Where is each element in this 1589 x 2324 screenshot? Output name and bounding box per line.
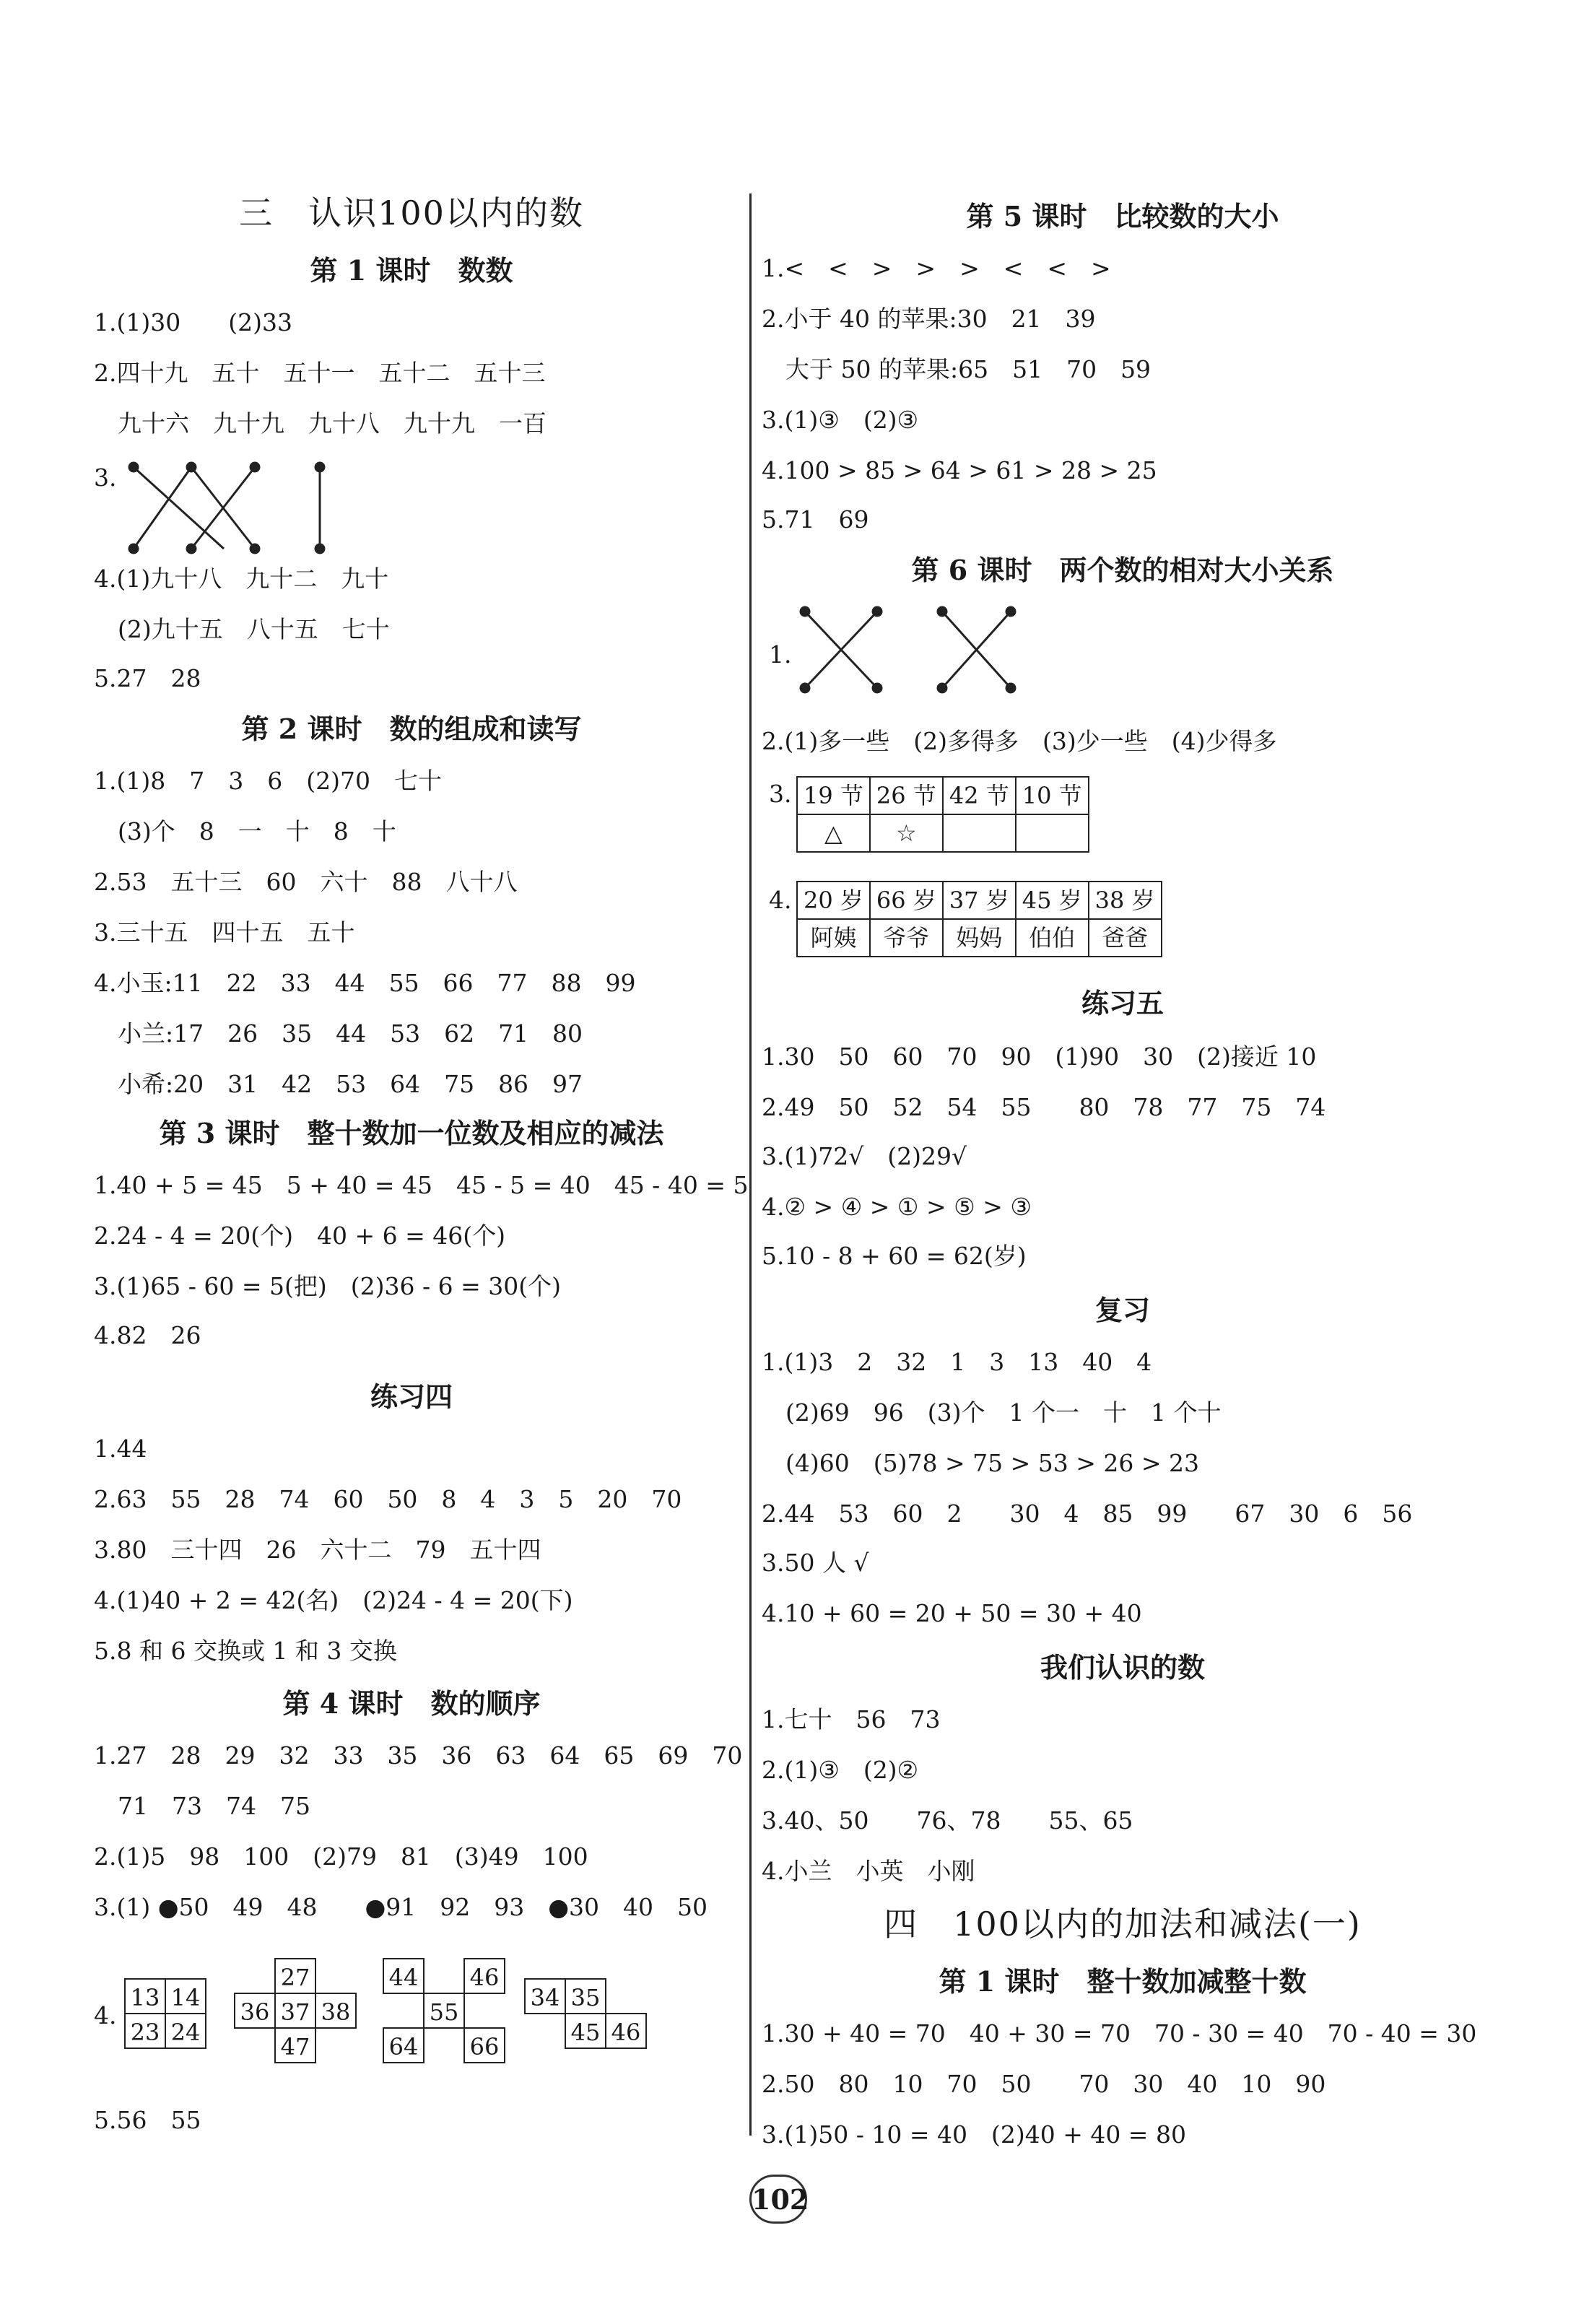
answer-line: 3.(1)③ (2)③ (762, 406, 919, 434)
lesson4-heading: 第 4 课时 数的顺序 (282, 1687, 541, 1720)
answer-line: 5.56 55 (94, 2106, 201, 2134)
grid-cell: 46 (463, 1958, 505, 1994)
answer-line: 2.49 50 52 54 55 80 78 77 75 74 (762, 1093, 1326, 1121)
answer-line: 九十六 九十九 九十八 九十九 一百 (94, 409, 547, 438)
answer-line: 4.(1)九十八 九十二 九十 (94, 565, 389, 593)
table-cell: 42 节 (943, 777, 1016, 814)
answer-line: 4.100 > 85 > 64 > 61 > 28 > 25 (762, 456, 1157, 484)
answer-line: 4.② > ④ > ① > ⑤ > ③ (762, 1193, 1032, 1221)
answer-line: 2.44 53 60 2 30 4 85 99 67 30 6 56 (762, 1500, 1413, 1528)
grid-cell: 38 (315, 1993, 357, 2029)
question-label: 4. (769, 886, 792, 914)
answer-line: 1.27 28 29 32 33 35 36 63 64 65 69 70 (94, 1741, 743, 1770)
table-cell: 38 岁 (1089, 882, 1162, 919)
grid-cell: 14 (165, 1978, 206, 2014)
answer-line: 3.(1) ●50 49 48 ●91 92 93 ●30 40 50 (94, 1893, 708, 1921)
page-number: 102 (749, 2175, 807, 2224)
lesson-u4-1-heading: 第 1 课时 整十数加减整十数 (939, 1965, 1307, 1998)
answer-line: 2.(1)5 98 100 (2)79 81 (3)49 100 (94, 1842, 588, 1871)
answer-line: 3.50 人 √ (762, 1549, 869, 1577)
answer-line: 小兰:17 26 35 44 53 62 71 80 (94, 1019, 583, 1048)
answer-line: 2.63 55 28 74 60 50 8 4 3 5 20 70 (94, 1485, 682, 1513)
review-heading: 复习 (1094, 1294, 1150, 1326)
unit4-title: 四 100以内的加法和减法(一) (884, 1905, 1362, 1944)
table-cell: 10 节 (1016, 777, 1089, 814)
grid-cell: 45 (565, 2013, 606, 2049)
grid-cell: 64 (383, 2027, 425, 2063)
table-cell: 爷爷 (870, 919, 943, 957)
answer-line: 1.30 50 60 70 90 (1)90 30 (2)接近 10 (762, 1043, 1317, 1071)
answer-line: 2.53 五十三 60 六十 88 八十八 (94, 868, 518, 896)
answer-line: (3)个 8 一 十 8 十 (94, 817, 396, 845)
table-cell: △ (797, 814, 870, 852)
answer-table-3 (796, 776, 1089, 853)
grid-cell: 24 (165, 2013, 206, 2049)
answer-line: 5.10 - 8 + 60 = 62(岁) (762, 1242, 1027, 1270)
unit-title: 三 认识100以内的数 (239, 193, 584, 232)
answer-line: 3.80 三十四 26 六十二 79 五十四 (94, 1536, 541, 1564)
table-cell (1016, 814, 1089, 852)
answer-line: 大于 50 的苹果:65 51 70 59 (762, 355, 1152, 383)
answer-line: 71 73 74 75 (94, 1792, 310, 1820)
answer-line: 3.三十五 四十五 五十 (94, 918, 355, 946)
answer-line: 3.(1)50 - 10 = 40 (2)40 + 40 = 80 (762, 2120, 1186, 2149)
grid-cell: 55 (423, 1993, 465, 2029)
grid-cell: 27 (274, 1958, 316, 1994)
answer-line: (4)60 (5)78 > 75 > 53 > 26 > 23 (762, 1449, 1199, 1477)
answer-line: 小希:20 31 42 53 64 75 86 97 (94, 1070, 583, 1098)
answer-line: 2.50 80 10 70 50 70 30 40 10 90 (762, 2070, 1326, 2098)
answer-line: 1.30 + 40 = 70 40 + 30 = 70 70 - 30 = 40 70 - 40 = 30 (762, 2019, 1477, 2047)
answer-line: 1.(1)8 7 3 6 (2)70 七十 (94, 767, 442, 795)
answer-line: 2.(1)③ (2)② (762, 1756, 919, 1784)
answer-line: 1.(1)3 2 32 1 3 13 40 4 (762, 1348, 1152, 1376)
answer-line: 3.(1)65 - 60 = 5(把) (2)36 - 6 = 30(个) (94, 1272, 561, 1300)
lesson1-heading: 第 1 课时 数数 (310, 254, 513, 287)
table-cell: 26 节 (870, 777, 943, 814)
lesson2-heading: 第 2 课时 数的组成和读写 (241, 713, 582, 745)
question-label: 3. (769, 780, 792, 808)
grid-cell: 37 (274, 1993, 316, 2029)
table-cell: 阿姨 (797, 919, 870, 957)
practice5-heading: 练习五 (1081, 987, 1164, 1019)
answer-line: 3. (94, 464, 117, 492)
answer-line: 4.10 + 60 = 20 + 50 = 30 + 40 (762, 1599, 1142, 1627)
answer-line: 1.44 (94, 1435, 147, 1463)
column-divider (749, 193, 752, 2136)
table-cell: 19 节 (797, 777, 870, 814)
answer-line: 1.< < > > > < < > (762, 254, 1111, 282)
table-cell: 20 岁 (797, 882, 870, 919)
lesson6-heading: 第 6 课时 两个数的相对大小关系 (911, 554, 1334, 586)
question-label: 1. (769, 640, 792, 669)
grid-cell: 46 (605, 2013, 647, 2049)
grid-cell: 47 (274, 2027, 316, 2063)
answer-line: 2.小于 40 的苹果:30 21 39 (762, 305, 1096, 333)
answer-line: 4.小兰 小英 小刚 (762, 1857, 975, 1885)
answer-line: (2)69 96 (3)个 1 个一 十 1 个十 (762, 1398, 1222, 1427)
table-cell: 45 岁 (1016, 882, 1089, 919)
answer-line: 4.(1)40 + 2 = 42(名) (2)24 - 4 = 20(下) (94, 1586, 573, 1614)
answer-line: 4.82 26 (94, 1321, 201, 1349)
answer-line: 3.(1)72√ (2)29√ (762, 1142, 967, 1170)
grid-cell: 13 (124, 1978, 166, 2014)
matching-cross-figure (798, 603, 1029, 697)
numbers-heading: 我们认识的数 (1040, 1651, 1205, 1684)
practice4-heading: 练习四 (370, 1380, 453, 1413)
question-label: 4. (94, 2001, 117, 2029)
grid-cell: 36 (234, 1993, 276, 2029)
grid-cell: 66 (463, 2027, 505, 2063)
table-cell: 66 岁 (870, 882, 943, 919)
answer-line: 1.(1)30 (2)33 (94, 308, 292, 336)
grid-cell: 44 (383, 1958, 425, 1994)
grid-cell: 23 (124, 2013, 166, 2049)
answer-line: 1.40 + 5 = 45 5 + 40 = 45 45 - 5 = 40 45 - 40 = 5 (94, 1171, 749, 1199)
matching-lines-figure (126, 458, 415, 560)
answer-line: 2.24 - 4 = 20(个) 40 + 6 = 46(个) (94, 1222, 505, 1250)
answer-line: 2.四十九 五十 五十一 五十二 五十三 (94, 359, 546, 387)
lesson3-heading: 第 3 课时 整十数加一位数及相应的减法 (159, 1117, 664, 1149)
answer-line: (2)九十五 八十五 七十 (94, 615, 390, 643)
lesson5-heading: 第 5 课时 比较数的大小 (966, 200, 1279, 232)
table-cell: 伯伯 (1016, 919, 1089, 957)
table-cell: 爸爸 (1089, 919, 1162, 957)
answer-line: 4.小玉:11 22 33 44 55 66 77 88 99 (94, 969, 636, 997)
answer-line: 5.8 和 6 交换或 1 和 3 交换 (94, 1637, 397, 1665)
grid-cell: 35 (565, 1978, 606, 2014)
table-cell (943, 814, 1016, 852)
answer-line: 2.(1)多一些 (2)多得多 (3)少一些 (4)少得多 (762, 727, 1277, 755)
answer-line: 1.七十 56 73 (762, 1705, 941, 1733)
answer-line: 5.71 69 (762, 505, 869, 534)
answer-line: 5.27 28 (94, 664, 201, 692)
grid-cell: 34 (524, 1978, 566, 2014)
table-cell: 妈妈 (943, 919, 1016, 957)
table-cell: ☆ (870, 814, 943, 852)
table-cell: 37 岁 (943, 882, 1016, 919)
answer-line: 3.40、50 76、78 55、65 (762, 1806, 1133, 1835)
answer-table-4 (796, 881, 1162, 957)
